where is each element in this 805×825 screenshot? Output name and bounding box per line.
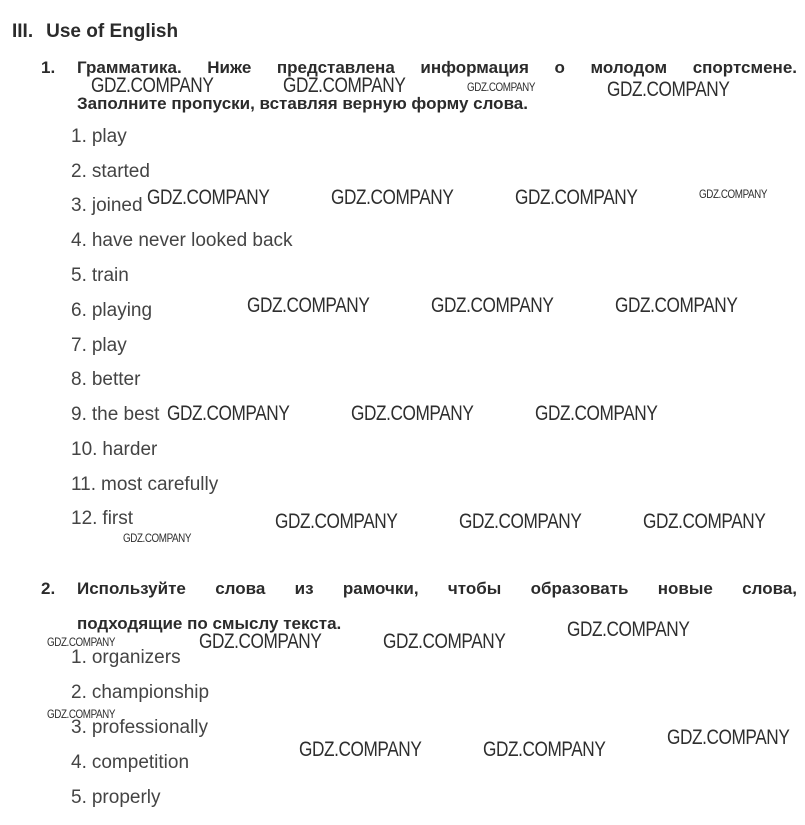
answer-item: 12. first	[71, 508, 134, 529]
watermark: GDZ.COMPANY	[699, 187, 768, 201]
answer-item: 2. championship	[71, 682, 210, 703]
watermark: GDZ.COMPANY	[607, 78, 730, 101]
answer-item: 2. started	[71, 161, 150, 182]
watermark: GDZ.COMPANY	[615, 294, 738, 317]
watermark: GDZ.COMPANY	[283, 74, 406, 97]
answer-item: 5. train	[71, 265, 129, 286]
watermark: GDZ.COMPANY	[515, 186, 638, 209]
watermark: GDZ.COMPANY	[383, 630, 506, 653]
watermark: GDZ.COMPANY	[467, 80, 536, 94]
answer-item: 1. organizers	[71, 647, 181, 668]
task-2-number: 2.	[41, 579, 56, 598]
watermark: GDZ.COMPANY	[123, 531, 192, 545]
watermark: GDZ.COMPANY	[351, 402, 474, 425]
answer-item: 6. playing	[71, 300, 153, 321]
watermark: GDZ.COMPANY	[431, 294, 554, 317]
section-number: III.	[12, 21, 34, 42]
watermark: GDZ.COMPANY	[535, 402, 658, 425]
answer-item: 5. properly	[71, 787, 161, 808]
task-2-instruction-line-2: подходящие по смыслу текста.	[77, 614, 342, 633]
task-2-instruction-line-1: Используйте слова из рамочки, чтобы образовать новые слова,	[77, 579, 797, 598]
task-1-number: 1.	[41, 58, 56, 77]
answer-item: 8. better	[71, 369, 141, 390]
watermark: GDZ.COMPANY	[275, 510, 398, 533]
answer-item: 7. play	[71, 335, 127, 356]
answer-item: 3. professionally	[71, 717, 209, 738]
watermark: GDZ.COMPANY	[299, 738, 422, 761]
answer-item: 4. have never looked back	[71, 230, 293, 251]
watermark: GDZ.COMPANY	[91, 74, 214, 97]
watermark: GDZ.COMPANY	[331, 186, 454, 209]
answer-item: 9. the best	[71, 404, 160, 425]
watermark: GDZ.COMPANY	[47, 635, 116, 649]
watermark: GDZ.COMPANY	[167, 402, 290, 425]
answer-item: 1. play	[71, 126, 127, 147]
answer-item: 4. competition	[71, 752, 190, 773]
watermark: GDZ.COMPANY	[147, 186, 270, 209]
section-heading	[12, 21, 178, 43]
answer-item: 10. harder	[71, 439, 158, 460]
answer-item: 3. joined	[71, 195, 143, 216]
task-1-instruction-line-2: Заполните пропуски, вставляя верную форму слова.	[77, 94, 528, 113]
section-title: Use of English	[46, 21, 179, 42]
watermark: GDZ.COMPANY	[199, 630, 322, 653]
watermark: GDZ.COMPANY	[567, 618, 690, 641]
watermark: GDZ.COMPANY	[247, 294, 370, 317]
watermark: GDZ.COMPANY	[667, 726, 790, 749]
task-1-instruction-line-1: Грамматика. Ниже представлена информация о молодом спортсмене.	[77, 58, 797, 77]
watermark: GDZ.COMPANY	[47, 707, 116, 721]
answer-item: 11. most carefully	[71, 474, 219, 495]
watermark: GDZ.COMPANY	[643, 510, 766, 533]
watermark: GDZ.COMPANY	[459, 510, 582, 533]
watermark: GDZ.COMPANY	[483, 738, 606, 761]
